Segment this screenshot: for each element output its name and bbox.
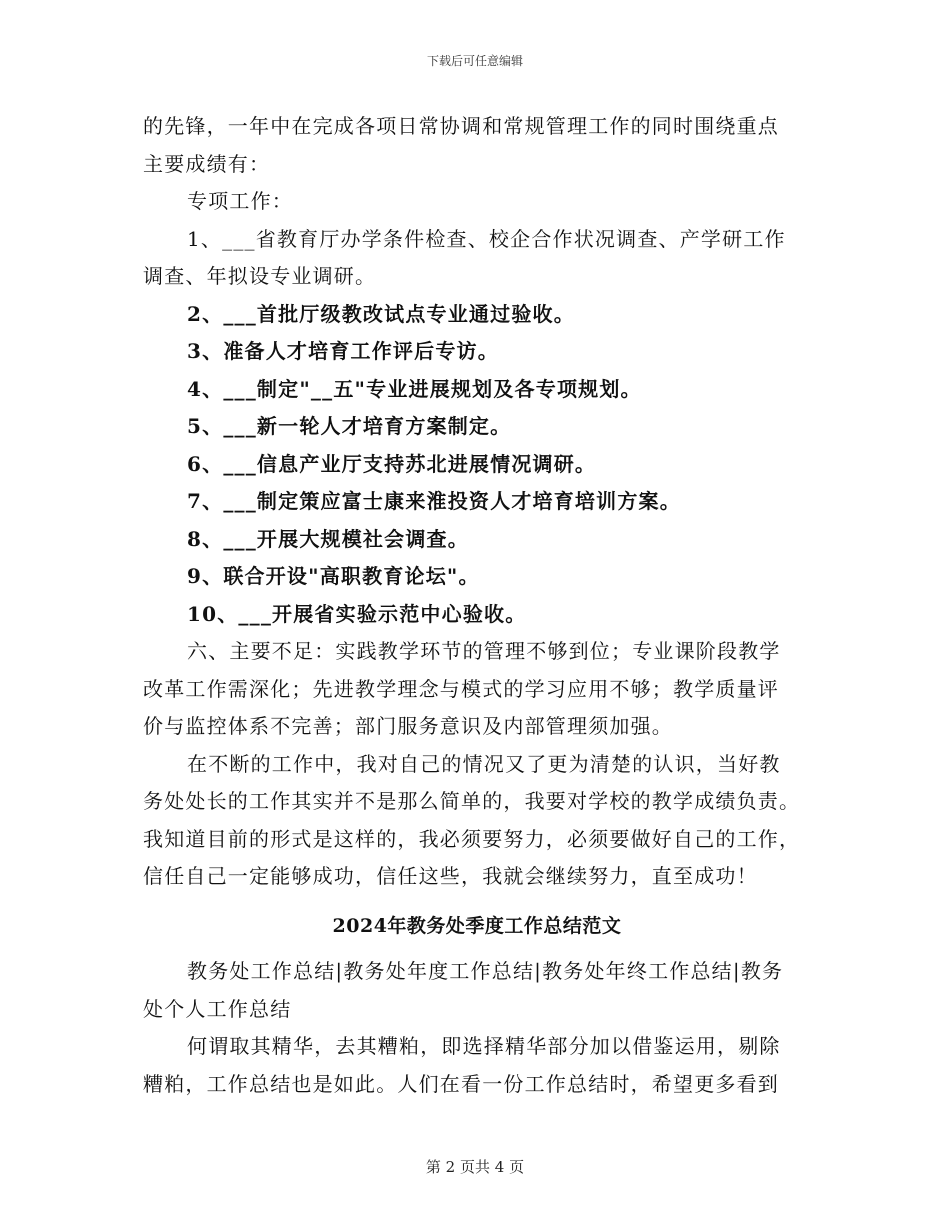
list-item-5: 5、___新一轮人才培育方案制定。 xyxy=(187,414,512,438)
paragraph-line: 我知道目前的形式是这样的，我必须要努力，必须要做好自己的工作， xyxy=(143,826,801,851)
paragraph-line: 主要成绩有： xyxy=(143,151,271,176)
paragraph-line: 何谓取其精华，去其糟粕，即选择精华部分加以借鉴运用，剔除 xyxy=(187,1034,781,1058)
paragraph-line: 价与监控体系不完善；部门服务意识及内部管理须加强。 xyxy=(143,714,673,738)
list-item-10: 10、___开展省实验示范中心验收。 xyxy=(187,601,527,626)
list-item-2: 2、___首批厅级教改试点专业通过验收。 xyxy=(187,301,575,326)
paragraph-line: 在不断的工作中，我对自己的情况又了更为清楚的认识，当好教 xyxy=(187,751,781,776)
list-item-8: 8、___开展大规模社会调查。 xyxy=(187,526,469,551)
section-heading-special-work: 专项工作： xyxy=(187,189,293,213)
paragraph-line: 改革工作需深化；先进教学理念与模式的学习应用不够；教学质量评 xyxy=(143,676,779,701)
paragraph-line: 糟粕，工作总结也是如此。人们在看一份工作总结时，希望更多看到 xyxy=(143,1071,779,1096)
paragraph-line: 教务处工作总结|教务处年度工作总结|教务处年终工作总结|教务 xyxy=(187,959,784,983)
list-item-1-continued: 调查、年拟设专业调研。 xyxy=(143,264,377,288)
list-item-9: 9、联合开设"高职教育论坛"。 xyxy=(187,564,480,588)
section-title: 2024年教务处季度工作总结范文 xyxy=(332,914,622,937)
list-item-7: 7、___制定策应富士康来淮投资人才培育培训方案。 xyxy=(187,489,681,513)
page-header: 下载后可任意编辑 xyxy=(426,54,523,68)
paragraph-line: 务处处长的工作其实并不是那么简单的，我要对学校的教学成绩负责。 xyxy=(143,789,801,813)
document-body xyxy=(143,108,811,1103)
page-footer: 第 2 页共 4 页 xyxy=(425,1158,525,1176)
list-item-6: 6、___信息产业厅支持苏北进展情况调研。 xyxy=(187,451,597,476)
list-item-3: 3、准备人才培育工作评后专访。 xyxy=(187,339,499,363)
paragraph-line: 处个人工作总结 xyxy=(143,996,292,1021)
list-item-1: 1、___省教育厅办学条件检查、校企合作状况调查、产学研工作 xyxy=(187,226,786,251)
paragraph-line: 六、主要不足：实践教学环节的管理不够到位；专业课阶段教学 xyxy=(187,639,781,663)
list-item-4: 4、___制定"__五"专业进展规划及各专项规划。 xyxy=(187,376,642,401)
paragraph-line: 的先锋，一年中在完成各项日常协调和常规管理工作的同时围绕重点 xyxy=(143,114,779,138)
paragraph-line: 信任自己一定能够成功，信任这些，我就会继续努力，直至成功！ xyxy=(143,864,758,888)
